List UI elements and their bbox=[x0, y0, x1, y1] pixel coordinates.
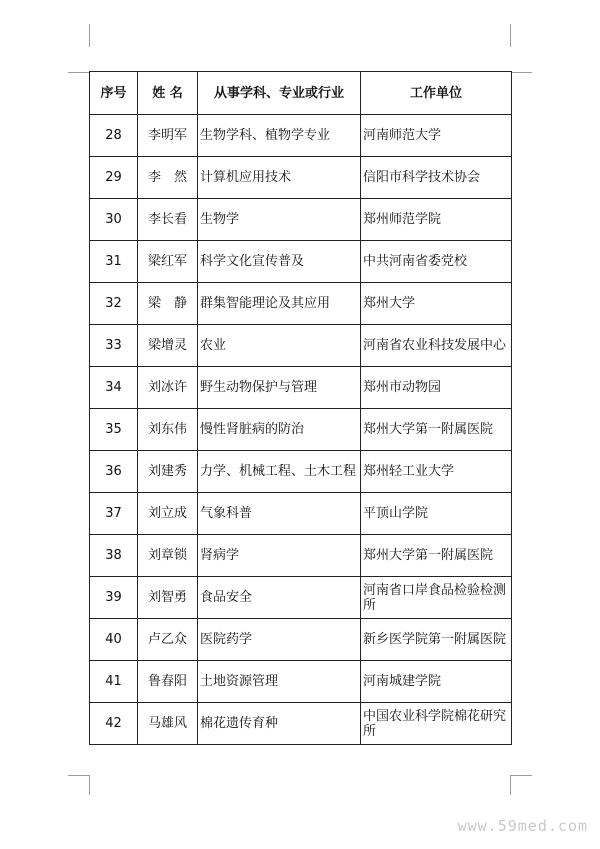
cell-name: 刘建秀 bbox=[138, 451, 198, 493]
cell-number: 37 bbox=[90, 493, 138, 535]
header-field: 从事学科、专业或行业 bbox=[198, 72, 361, 115]
cell-field: 棉花遗传育种 bbox=[198, 703, 361, 745]
cell-field: 慢性肾脏病的防治 bbox=[198, 409, 361, 451]
cell-name: 马雄风 bbox=[138, 703, 198, 745]
table-row bbox=[90, 661, 512, 703]
cell-number: 41 bbox=[90, 661, 138, 703]
cell-name: 李明军 bbox=[138, 115, 198, 157]
cell-field: 农业 bbox=[198, 325, 361, 367]
cell-field: 生物学科、植物学专业 bbox=[198, 115, 361, 157]
table-row bbox=[90, 325, 512, 367]
cell-organization: 河南城建学院 bbox=[361, 661, 512, 703]
cell-field: 气象科普 bbox=[198, 493, 361, 535]
cell-organization: 河南省口岸食品检验检测所 bbox=[361, 577, 512, 619]
cell-organization: 郑州轻工业大学 bbox=[361, 451, 512, 493]
cell-number: 30 bbox=[90, 199, 138, 241]
cell-number: 42 bbox=[90, 703, 138, 745]
cell-field: 医院药学 bbox=[198, 619, 361, 661]
table-row bbox=[90, 199, 512, 241]
site-watermark: www.59med.com bbox=[457, 817, 588, 835]
cell-number: 35 bbox=[90, 409, 138, 451]
cell-name: 刘立成 bbox=[138, 493, 198, 535]
cell-field: 食品安全 bbox=[198, 577, 361, 619]
roster-table bbox=[89, 71, 512, 745]
table-row bbox=[90, 619, 512, 661]
table-row bbox=[90, 577, 512, 619]
cell-name: 梁红军 bbox=[138, 241, 198, 283]
cell-organization: 郑州大学第一附属医院 bbox=[361, 535, 512, 577]
cell-organization: 郑州大学第一附属医院 bbox=[361, 409, 512, 451]
crop-mark-bottom-right-h bbox=[511, 775, 532, 776]
cell-number: 38 bbox=[90, 535, 138, 577]
table-row bbox=[90, 367, 512, 409]
table-row bbox=[90, 451, 512, 493]
header-name: 姓 名 bbox=[138, 72, 198, 115]
crop-mark-top-right-v bbox=[510, 24, 511, 47]
crop-mark-top-left-v bbox=[89, 24, 90, 47]
cell-name: 刘章锁 bbox=[138, 535, 198, 577]
table-row bbox=[90, 493, 512, 535]
cell-name: 刘智勇 bbox=[138, 577, 198, 619]
cell-name: 刘东伟 bbox=[138, 409, 198, 451]
cell-organization: 河南省农业科技发展中心 bbox=[361, 325, 512, 367]
table-row bbox=[90, 703, 512, 745]
crop-mark-bottom-right-v bbox=[510, 775, 511, 795]
cell-field: 野生动物保护与管理 bbox=[198, 367, 361, 409]
cell-organization: 平顶山学院 bbox=[361, 493, 512, 535]
table-header-row bbox=[90, 72, 512, 115]
cell-name: 卢乙众 bbox=[138, 619, 198, 661]
cell-organization: 郑州师范学院 bbox=[361, 199, 512, 241]
cell-organization: 中共河南省委党校 bbox=[361, 241, 512, 283]
cell-number: 29 bbox=[90, 157, 138, 199]
cell-organization: 中国农业科学院棉花研究所 bbox=[361, 703, 512, 745]
crop-mark-bottom-left-h bbox=[68, 775, 89, 776]
header-organization: 工作单位 bbox=[361, 72, 512, 115]
cell-number: 39 bbox=[90, 577, 138, 619]
cell-name: 鲁春阳 bbox=[138, 661, 198, 703]
cell-field: 力学、机械工程、土木工程 bbox=[198, 451, 361, 493]
cell-field: 土地资源管理 bbox=[198, 661, 361, 703]
cell-field: 生物学 bbox=[198, 199, 361, 241]
cell-field: 肾病学 bbox=[198, 535, 361, 577]
table-row bbox=[90, 241, 512, 283]
cell-organization: 郑州大学 bbox=[361, 283, 512, 325]
cell-name: 梁 静 bbox=[138, 283, 198, 325]
crop-mark-top-left-h bbox=[68, 72, 89, 73]
cell-number: 36 bbox=[90, 451, 138, 493]
cell-name: 李长看 bbox=[138, 199, 198, 241]
cell-field: 计算机应用技术 bbox=[198, 157, 361, 199]
cell-name: 刘冰许 bbox=[138, 367, 198, 409]
cell-name: 梁增灵 bbox=[138, 325, 198, 367]
cell-number: 34 bbox=[90, 367, 138, 409]
table-row bbox=[90, 283, 512, 325]
table-row bbox=[90, 409, 512, 451]
table-body bbox=[90, 115, 512, 745]
crop-mark-bottom-left-v bbox=[89, 775, 90, 795]
cell-field: 科学文化宣传普及 bbox=[198, 241, 361, 283]
cell-number: 33 bbox=[90, 325, 138, 367]
cell-number: 31 bbox=[90, 241, 138, 283]
header-number: 序号 bbox=[90, 72, 138, 115]
crop-mark-top-right-h bbox=[511, 72, 532, 73]
table-row bbox=[90, 157, 512, 199]
table-row bbox=[90, 115, 512, 157]
cell-field: 群集智能理论及其应用 bbox=[198, 283, 361, 325]
cell-organization: 郑州市动物园 bbox=[361, 367, 512, 409]
cell-number: 40 bbox=[90, 619, 138, 661]
cell-name: 李 然 bbox=[138, 157, 198, 199]
cell-organization: 河南师范大学 bbox=[361, 115, 512, 157]
cell-number: 28 bbox=[90, 115, 138, 157]
table-row bbox=[90, 535, 512, 577]
cell-organization: 信阳市科学技术协会 bbox=[361, 157, 512, 199]
cell-number: 32 bbox=[90, 283, 138, 325]
cell-organization: 新乡医学院第一附属医院 bbox=[361, 619, 512, 661]
